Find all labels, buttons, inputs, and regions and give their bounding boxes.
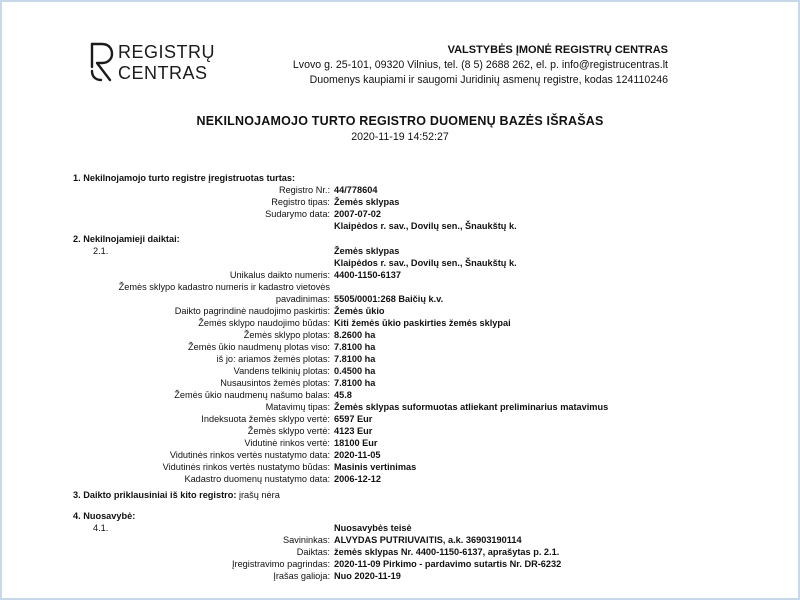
land-use-method-label: Žemės sklypo naudojimo būdas: [198, 318, 330, 328]
plot-area-label: Žemės sklypo plotas: [243, 330, 330, 340]
object-value: žemės sklypas Nr. 4400-1150-6137, aprašytas p. 2.1. [334, 547, 560, 557]
unique-number-label: Unikalus daikto numeris: [229, 270, 330, 280]
measurement-type-value: Žemės sklypas suformuotas atliekant preliminarius matavimus [334, 402, 609, 412]
issuer-note: Duomenys kaupiami ir saugomi Juridinių asmenų registre, kodas 124110246 [309, 74, 668, 86]
plot-value-value: 4123 Eur [334, 426, 373, 436]
agricultural-area-value: 7.8100 ha [334, 342, 376, 352]
registry-type-label: Registro tipas: [271, 197, 330, 207]
registry-type-value: Žemės sklypas [334, 197, 400, 207]
arable-area-value: 7.8100 ha [334, 354, 376, 364]
plot-area-value: 8.2600 ha [334, 330, 376, 340]
registration-basis-label: Įregistravimo pagrindas: [231, 559, 330, 569]
section-2-1-number: 2.1. [93, 246, 109, 256]
land-use-method-value: Kiti žemės ūkio paskirties žemės sklypai [334, 318, 511, 328]
logo-word-registru: REGISTRŲ [118, 42, 216, 62]
market-value-method-value: Masinis vertinimas [334, 462, 417, 472]
water-area-label: Vandens telkinių plotas: [233, 366, 330, 376]
registry-number-label: Registro Nr.: [278, 185, 330, 195]
indexed-value-label: Indeksuota žemės sklypo vertė: [201, 414, 330, 424]
creation-date-value: 2007-07-02 [334, 209, 381, 219]
logo-word-centras: CENTRAS [118, 63, 208, 83]
indexed-value-value: 6597 Eur [334, 414, 373, 424]
owner-value: ALVYDAS PUTRIUVAITIS, a.k. 36903190114 [334, 535, 522, 545]
cadastral-date-label: Kadastro duomenų nustatymo data: [184, 474, 330, 484]
logo-r-icon [88, 41, 116, 83]
main-purpose-value: Žemės ūkio [334, 306, 385, 316]
market-value-label: Vidutinė rinkos vertė: [244, 438, 330, 448]
measurement-type-label: Matavimų tipas: [265, 402, 330, 412]
registry-address-value: Klaipėdos r. sav., Dovilų sen., Šnaukštų k. [334, 221, 517, 231]
registry-number-value: 44/778604 [334, 185, 378, 195]
owner-label: Savininkas: [283, 535, 330, 545]
section-3-value: įrašų nėra [238, 490, 280, 500]
drained-area-label: Nusausintos žemės plotas: [220, 378, 330, 388]
market-value-method-label: Vidutinės rinkos vertės nustatymo būdas: [162, 462, 330, 472]
document-date: 2020-11-19 14:52:27 [351, 131, 449, 143]
market-value-date-label: Vidutinės rinkos vertės nustatymo data: [169, 450, 330, 460]
object-label: Daiktas: [296, 547, 330, 557]
productivity-score-value: 45.8 [334, 390, 352, 400]
water-area-value: 0.4500 ha [334, 366, 376, 376]
productivity-score-label: Žemės ūkio naudmenų našumo balas: [174, 390, 330, 400]
issuer-name: VALSTYBĖS ĮMONĖ REGISTRŲ CENTRAS [447, 44, 668, 56]
section-4-heading: 4. Nuosavybė: [73, 511, 136, 521]
section-1-heading: 1. Nekilnojamojo turto registre įregistruotas turtas: [73, 173, 296, 183]
section-3-label: 3. Daikto priklausiniai iš kito registro: [73, 490, 237, 500]
section-2-heading: 2. Nekilnojamieji daiktai: [73, 234, 180, 244]
ownership-heading: Nuosavybės teisė [334, 523, 412, 533]
market-value-value: 18100 Eur [334, 438, 378, 448]
entry-valid-value: Nuo 2020-11-19 [334, 571, 401, 581]
agricultural-area-label: Žemės ūkio naudmenų plotas viso: [188, 342, 330, 352]
section-4-1-number: 4.1. [93, 523, 109, 533]
cadastral-date-value: 2006-12-12 [334, 474, 381, 484]
unique-number-value: 4400-1150-6137 [334, 270, 401, 280]
registration-basis-value: 2020-11-09 Pirkimo - pardavimo sutartis Nr. DR-6232 [334, 559, 562, 569]
document-title: NEKILNOJAMOJO TURTO REGISTRO DUOMENŲ BAZĖS IŠRAŠAS [196, 114, 604, 128]
drained-area-value: 7.8100 ha [334, 378, 376, 388]
cadastral-value: 5505/0001:268 Baičių k.v. [334, 294, 444, 304]
main-purpose-label: Daikto pagrindinė naudojimo paskirtis: [174, 306, 330, 316]
section-3-heading [73, 489, 280, 501]
creation-date-label: Sudarymo data: [265, 209, 330, 219]
item-address: Klaipėdos r. sav., Dovilų sen., Šnaukštų k. [334, 258, 517, 268]
item-heading: Žemės sklypas [334, 246, 400, 256]
cadastral-label-line2: pavadinimas: [275, 294, 330, 304]
plot-value-label: Žemės sklypo vertė: [247, 426, 330, 436]
entry-valid-label: Įrašas galioja: [273, 571, 330, 581]
issuer-header [293, 43, 668, 88]
registru-centras-logo [88, 41, 218, 85]
issuer-address: Lvovo g. 25-101, 09320 Vilnius, tel. (8 5) 2688 262, el. p. info@registrucentras.lt [292, 59, 668, 71]
arable-area-label: iš jo: ariamos žemės plotas: [216, 354, 330, 364]
cadastral-label-line1: Žemės sklypo kadastro numeris ir kadastro vietovės [118, 282, 330, 292]
market-value-date-value: 2020-11-05 [334, 450, 381, 460]
